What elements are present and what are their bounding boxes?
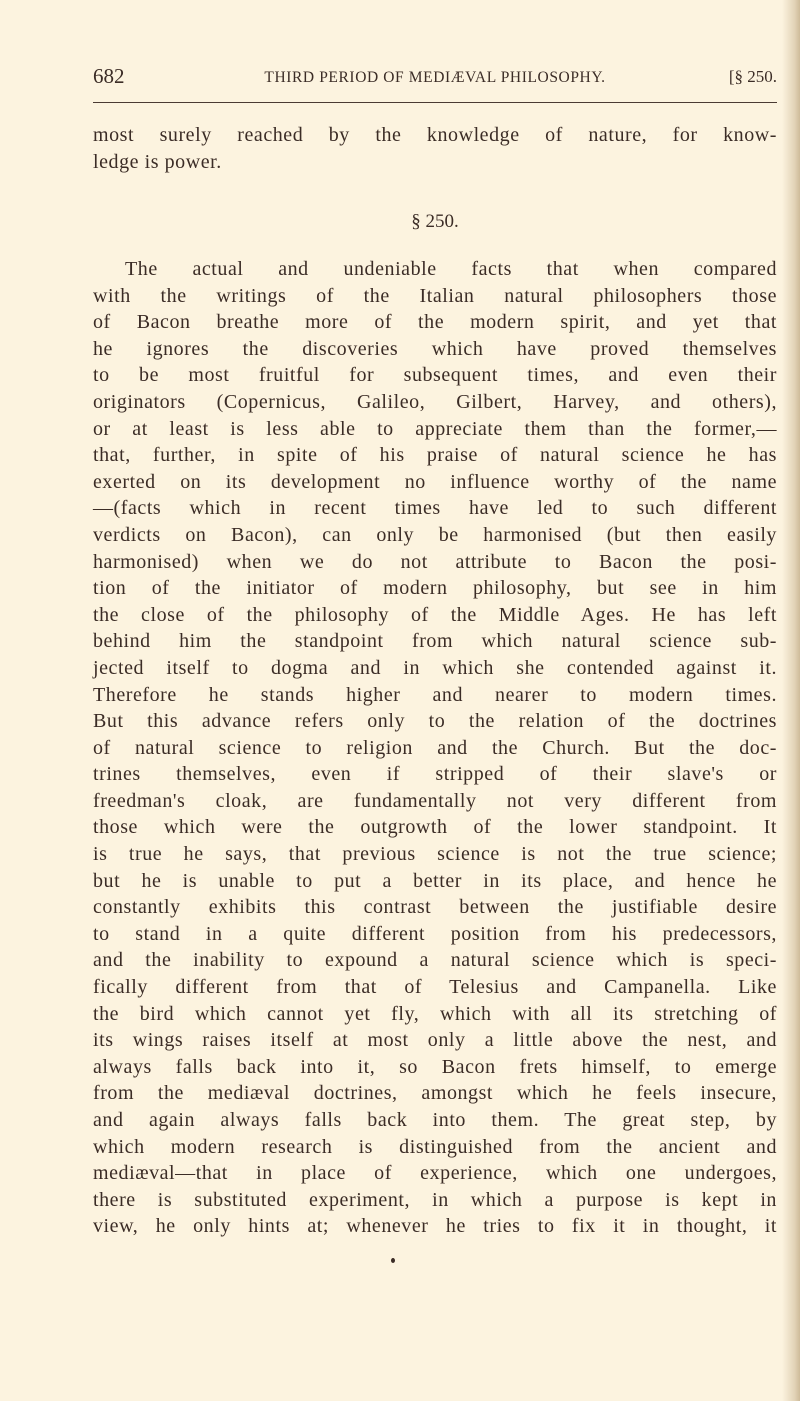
text-line: most surely reached by the knowledge of nature, for know- xyxy=(93,124,777,146)
text-line: from the mediæval doctrines, amongst which he feels insecure, xyxy=(93,1082,777,1105)
text-line: always falls back into it, so Bacon frets himself, to emerge xyxy=(93,1055,777,1078)
text-line: is true he says, that previous science is not the true science; xyxy=(93,843,777,866)
text-line: tion of the initiator of modern philosophy, but see in him xyxy=(93,577,777,600)
main-paragraph xyxy=(93,256,777,1240)
page-number: 682 xyxy=(93,64,125,88)
text-line: behind him the standpoint from which natural science sub- xyxy=(93,630,777,653)
intro-text xyxy=(93,122,777,175)
text-line: constantly exhibits this contrast between the justifiable desire xyxy=(93,896,777,919)
text-line: that, further, in spite of his praise of natural science he has xyxy=(93,444,777,467)
text-line: which modern research is distinguished from the ancient and xyxy=(93,1135,777,1158)
text-line: harmonised) when we do not attribute to Bacon the posi- xyxy=(93,550,777,573)
running-title: THIRD PERIOD OF MEDIÆVAL PHILOSOPHY. xyxy=(264,69,606,86)
text-line: with the writings of the Italian natural philosophers those xyxy=(93,284,777,307)
text-line: or at least is less able to appreciate them than the former,— xyxy=(93,417,777,440)
text-line: view, he only hints at; whenever he tries to fix it in thought, it xyxy=(93,1215,777,1238)
text-line: trines themselves, even if stripped of their slave's or xyxy=(93,763,777,786)
section-heading: § 250. xyxy=(411,211,459,232)
text-line: he ignores the discoveries which have proved themselves xyxy=(93,337,777,360)
header-rule xyxy=(93,102,777,103)
text-line: and the inability to expound a natural science which is speci- xyxy=(93,949,777,972)
text-line: of Bacon breathe more of the modern spirit, and yet that xyxy=(93,311,777,334)
text-line: The actual and undeniable facts that when compared xyxy=(125,258,777,280)
text-line: exerted on its development no influence worthy of the name xyxy=(93,470,777,493)
text-line: the bird which cannot yet fly, which with all its stretching of xyxy=(93,1002,777,1025)
text-line: and again always falls back into them. The great step, by xyxy=(93,1109,777,1131)
text-line: its wings raises itself at most only a little above the nest, and xyxy=(93,1029,777,1052)
text-line: but he is unable to put a better in its place, and hence he xyxy=(93,869,777,892)
text-line: —(facts which in recent times have led to such different xyxy=(93,497,777,520)
page-edge-shadow xyxy=(782,0,800,1401)
text-line: the close of the philosophy of the Middle Ages. He has left xyxy=(93,603,777,626)
text-line: there is substituted experiment, in which a purpose is kept in xyxy=(93,1188,777,1211)
text-line: to stand in a quite different position from his predecessors, xyxy=(93,922,777,945)
text-line: ledge is power. xyxy=(93,150,222,173)
text-line: of natural science to religion and the Church. But the doc- xyxy=(93,736,777,759)
section-reference: [§ 250. xyxy=(728,67,777,86)
text-line: verdicts on Bacon), can only be harmonised (but then easily xyxy=(93,523,777,546)
text-line: originators (Copernicus, Galileo, Gilbert, Harvey, and others), xyxy=(93,390,777,413)
text-line: Therefore he stands higher and nearer to modern times. xyxy=(93,683,777,706)
running-header xyxy=(93,64,777,90)
text-line: jected itself to dogma and in which she contended against it. xyxy=(93,656,777,679)
printer-mark-dot xyxy=(391,1258,395,1263)
text-line: But this advance refers only to the relation of the doctrines xyxy=(93,710,777,733)
text-line: mediæval—that in place of experience, which one undergoes, xyxy=(93,1162,777,1185)
text-line: those which were the outgrowth of the lower standpoint. It xyxy=(93,816,777,839)
text-line: freedman's cloak, are fundamentally not very different from xyxy=(93,789,777,812)
text-line: fically different from that of Telesius and Campanella. Like xyxy=(93,976,777,999)
text-line: to be most fruitful for subsequent times, and even their xyxy=(93,364,777,387)
